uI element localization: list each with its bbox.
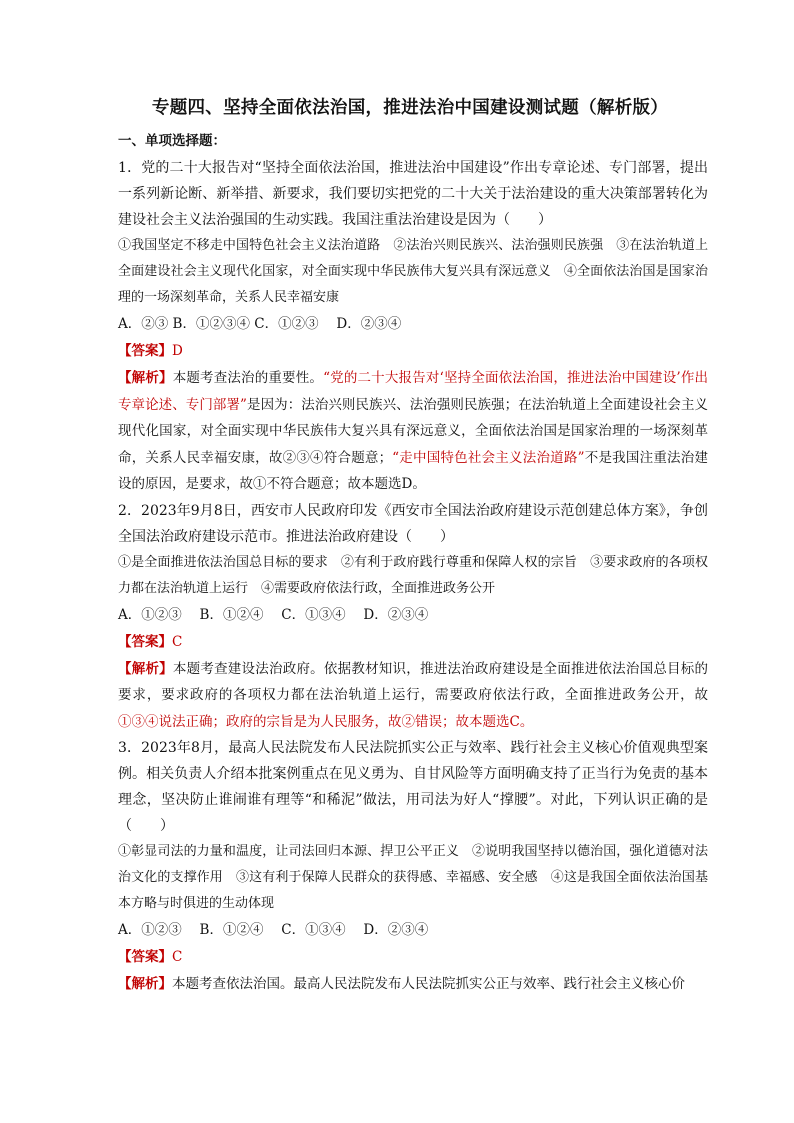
- answer-tag: 【答案】: [118, 343, 172, 359]
- answer-value: C: [172, 633, 183, 650]
- document-title: 专题四、坚持全面依法治国，推进法治中国建设测试题（解析版）: [151, 98, 669, 118]
- answer-line: [118, 337, 708, 365]
- explanation-tag: 【解析】: [118, 660, 173, 677]
- explanation: [118, 365, 708, 498]
- question-1: [118, 155, 708, 498]
- answer-choices: A．①②③ B．①②④ C．①③④ D．②③④: [118, 922, 429, 938]
- answer-line: [118, 628, 708, 656]
- question-stem: 3．2023年8月，最高人民法院发布人民法院抓实公正与效率、践行社会主义核心价值观典型案例。相关负责人介绍本批案例重点在见义勇为、自甘风险等方面明确支持了正当行为免责的基本理念，坚决防止谁闹谁有理等“和稀泥”做法，用司法为好人“撑腰”。对此，下列认识正确的是（ ）: [118, 740, 708, 834]
- answer-value: D: [172, 343, 183, 359]
- explanation: [118, 971, 708, 998]
- explanation: [118, 656, 708, 736]
- question-stem: 2．2023年9月8日，西安市人民政府印发《西安市全国法治政府建设示范创建总体方案》，争创全国法治政府建设示范市。推进法治政府建设（ ）: [118, 502, 708, 545]
- answer-value: C: [172, 949, 183, 965]
- explanation-text: ①③④说法正确；政府的宗旨是为人民服务，故②错误；故本题选C。: [118, 713, 534, 730]
- question-options: ①彰显司法的力量和温度，让司法回归本源、捍卫公平正义 ②说明我国坚持以德治国，强化道德对法治文化的支撑作用 ③这有利于保障人民群众的获得感、幸福感、安全感 ④这是我国全面依法治国基本方略与时俱进的生动体现: [118, 844, 708, 911]
- explanation-text: 本题考查法治的重要性。: [172, 370, 324, 386]
- question-3: [118, 735, 708, 998]
- question-options: ①是全面推进依法治国总目标的要求 ②有利于政府践行尊重和保障人权的宗旨 ③要求政府的各项权力都在法治轨道上运行 ④需要政府依法行政，全面推进政务公开: [118, 554, 708, 596]
- document-page: [118, 96, 708, 998]
- explanation-quote: “走中国特色社会主义法治道路”: [392, 449, 585, 466]
- explanation-tag: 【解析】: [118, 976, 172, 992]
- section-heading: 一、单项选择题：: [118, 133, 226, 149]
- explanation-tag: 【解析】: [118, 370, 173, 386]
- answer-choices: A．①②③ B．①②④ C．①③④ D．②③④: [118, 606, 429, 623]
- question-stem: 1．党的二十大报告对“坚持全面依法治国，推进法治中国建设”作出专章论述、专门部署，提出一系列新论断、新举措、新要求，我们要切实把党的二十大关于法治建设的重大决策部署转化为建设社会主义法治强国的生动实践。我国注重法治建设是因为（ ）: [118, 160, 708, 228]
- question-2: [118, 498, 708, 736]
- explanation-text: 本题考查依法治国。最高人民法院发布人民法院抓实公正与效率、践行社会主义核心价: [172, 976, 685, 992]
- answer-tag: 【答案】: [118, 949, 172, 965]
- explanation-text: 是因为：法治兴则民族兴、法治强则民族强；在法治轨道上全面建设社会主义现代化国家，对全面实现中华民族伟大复兴具有深远意义，全面依法治国是国家治理的一场深刻革命，关系人民幸福安康，故②③④符合题意；: [118, 396, 709, 466]
- explanation-text: 不是我国注重法治建设的原因，是要求，故①不符合题意；故本题选D。: [118, 449, 708, 492]
- question-options: ①我国坚定不移走中国特色社会主义法治道路 ②法治兴则民族兴、法治强则民族强 ③在法治轨道上全面建设社会主义现代化国家，对全面实现中华民族伟大复兴具有深远意义 ④全面依法治国是国家治理的一场深刻革命，关系人民幸福安康: [118, 238, 708, 305]
- answer-tag: 【答案】: [118, 633, 172, 650]
- answer-choices: A．②③ B．①②③④ C．①②③ D．②③④: [118, 316, 402, 332]
- explanation-text: 本题考查建设法治政府。依据教材知识，推进法治政府建设是全面推进依法治国总目标的要求，要求政府的各项权力都在法治轨道上运行，需要政府依法行政，全面推进政务公开，故: [118, 660, 709, 703]
- explanation-quote: “党的二十大报告对‘坚持全面依法治国，推进法治中国建设’作出专章论述、专门部署”: [118, 370, 709, 413]
- answer-line: [118, 943, 708, 971]
